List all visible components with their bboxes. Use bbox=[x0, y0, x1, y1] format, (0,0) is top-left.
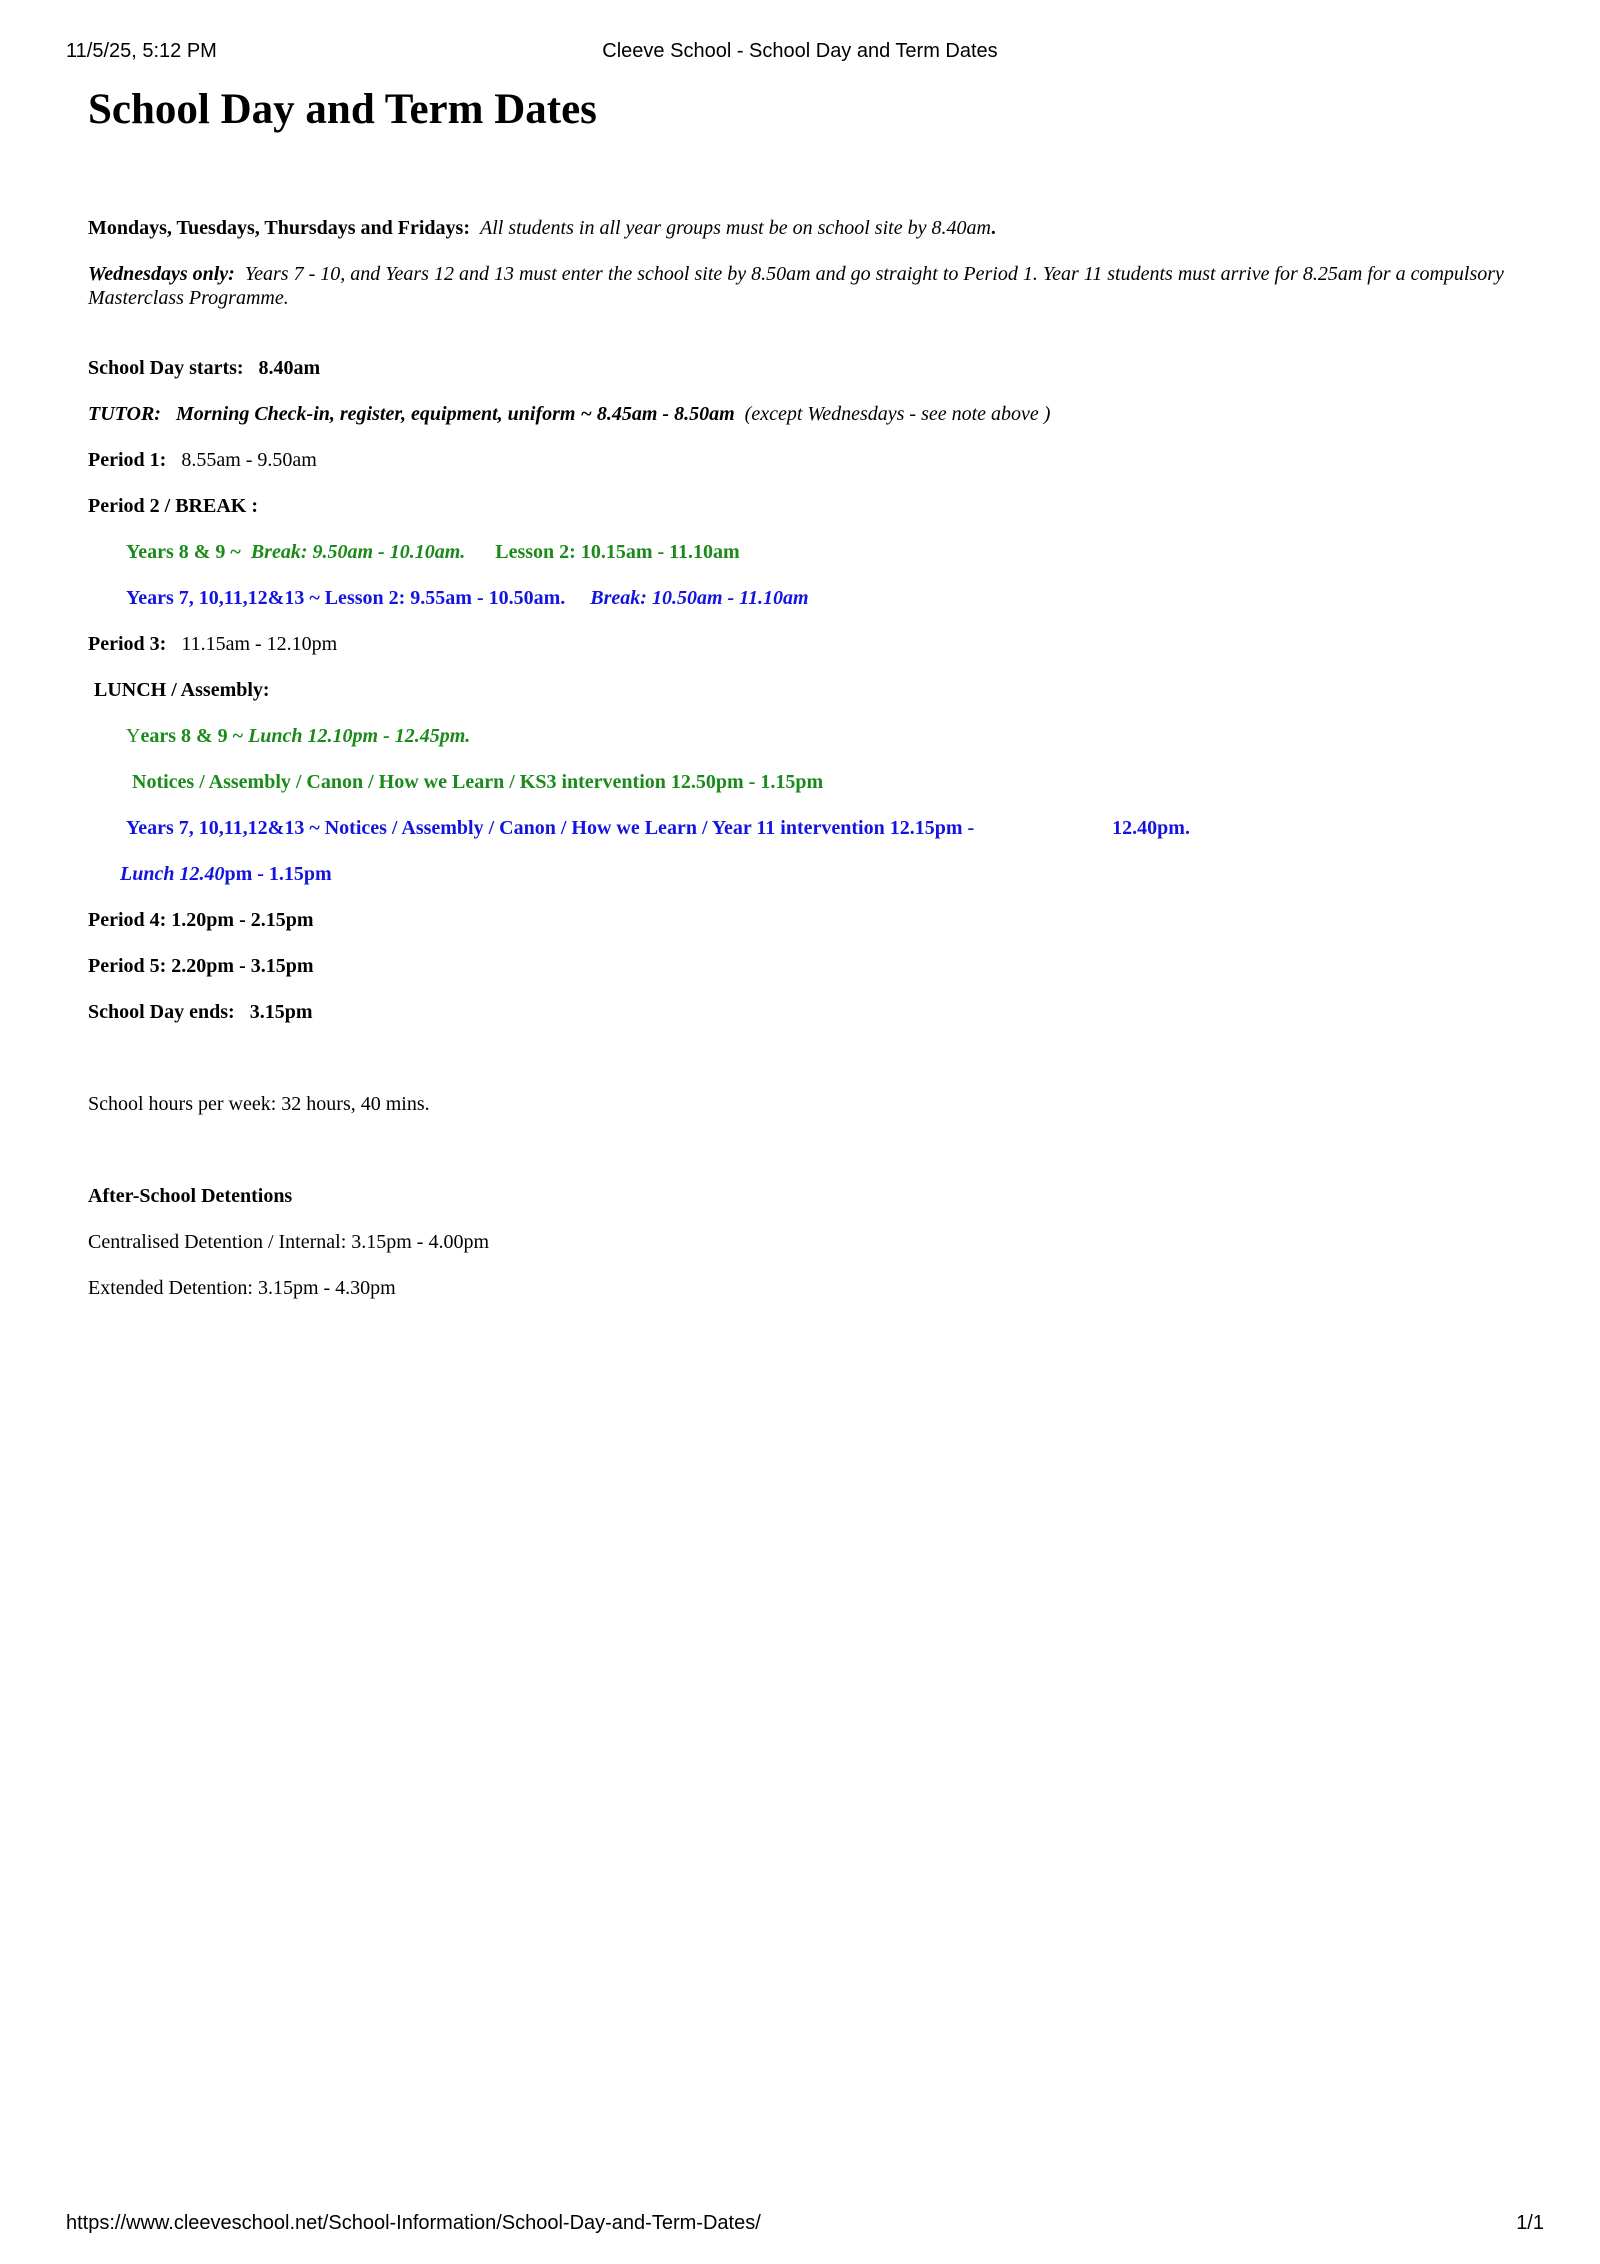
print-header bbox=[0, 40, 1600, 70]
y7-lunch-italic: Lunch 12.40 bbox=[120, 862, 225, 885]
weekdays-end: . bbox=[990, 216, 996, 239]
page-title: School Day and Term Dates bbox=[88, 86, 597, 133]
wednesdays-label: Wednesdays only: bbox=[88, 262, 235, 285]
detentions-heading: After-School Detentions bbox=[88, 1184, 293, 1207]
period-5: Period 5: 2.20pm - 3.15pm bbox=[88, 954, 314, 977]
y89-lunch-prefix: Y bbox=[126, 724, 141, 747]
weekdays-text: All students in all year groups must be on school site by 8.40am bbox=[480, 216, 991, 239]
y89-lesson: Lesson 2: 10.15am - 11.10am bbox=[495, 540, 740, 563]
print-footer bbox=[0, 2212, 1600, 2242]
y89-notices: Notices / Assembly / Canon / How we Learn / KS3 intervention 12.50pm - 1.15pm bbox=[132, 770, 824, 793]
wednesdays-text: Years 7 - 10, and Years 12 and 13 must enter the school site by 8.50am and go straight to Period 1. Year 11 students must arrive for 8.25am for a compulsory Masterclass Programme. bbox=[88, 262, 1504, 309]
period-1-value: 8.55am - 9.50am bbox=[181, 448, 317, 471]
period-4: Period 4: 1.20pm - 2.15pm bbox=[88, 908, 314, 931]
day-starts-label: School Day starts: bbox=[88, 356, 244, 379]
period-2-label: Period 2 / BREAK : bbox=[88, 494, 258, 517]
y7-lunch-rest: pm - 1.15pm bbox=[224, 862, 332, 885]
y89-lunch-label: ears 8 & 9 ~ bbox=[140, 724, 244, 747]
print-datetime: 11/5/25, 5:12 PM bbox=[66, 40, 217, 62]
period-1-label: Period 1: bbox=[88, 448, 167, 471]
period-3-label: Period 3: bbox=[88, 632, 167, 655]
lunch-years-7-13 bbox=[88, 816, 1528, 840]
day-ends-value: 3.15pm bbox=[249, 1000, 313, 1023]
hours-per-week: School hours per week: 32 hours, 40 mins. bbox=[88, 1092, 430, 1115]
day-ends bbox=[88, 1000, 1528, 1024]
detention-extended: Extended Detention: 3.15pm - 4.30pm bbox=[88, 1276, 396, 1299]
day-starts bbox=[88, 356, 1528, 380]
print-page-number: 1/1 bbox=[1516, 2212, 1544, 2234]
print-page-title: Cleeve School - School Day and Term Dates bbox=[602, 40, 998, 62]
day-ends-label: School Day ends: bbox=[88, 1000, 235, 1023]
y7-lunch bbox=[88, 862, 1528, 886]
lunch-label: LUNCH / Assembly: bbox=[94, 678, 270, 701]
y89-lunch-time: Lunch 12.10pm - 12.45pm. bbox=[248, 724, 471, 747]
lunch-years-8-9 bbox=[88, 724, 1528, 748]
detention-centralised: Centralised Detention / Internal: 3.15pm - 4.00pm bbox=[88, 1230, 490, 1253]
period-2-years-8-9 bbox=[88, 540, 1528, 564]
weekdays-note bbox=[88, 216, 1528, 240]
y7-label: Years 7, 10,11,12&13 ~ Lesson 2: 9.55am - 10.50am. bbox=[126, 586, 566, 609]
y7-notices-end: 12.40pm. bbox=[1112, 816, 1190, 839]
period-2-years-7-13 bbox=[88, 586, 1528, 610]
period-3 bbox=[88, 632, 1528, 656]
tutor-label: TUTOR: bbox=[88, 402, 161, 425]
y7-notices: Years 7, 10,11,12&13 ~ Notices / Assembly / Canon / How we Learn / Year 11 intervention 12.15pm - bbox=[126, 816, 975, 839]
weekdays-label: Mondays, Tuesdays, Thursdays and Fridays: bbox=[88, 216, 470, 239]
document-content bbox=[88, 84, 1528, 1322]
tutor-text: Morning Check-in, register, equipment, uniform ~ 8.45am - 8.50am bbox=[175, 402, 735, 425]
day-starts-value: 8.40am bbox=[258, 356, 321, 379]
tutor-note: (except Wednesdays - see note above ) bbox=[744, 402, 1051, 425]
y7-break: Break: 10.50am - 11.10am bbox=[590, 586, 809, 609]
wednesdays-note bbox=[88, 262, 1528, 310]
period-3-value: 11.15am - 12.10pm bbox=[181, 632, 338, 655]
tutor-time bbox=[88, 402, 1528, 426]
print-url: https://www.cleeveschool.net/School-Information/School-Day-and-Term-Dates/ bbox=[66, 2212, 761, 2234]
y89-break: Break: 9.50am - 10.10am. bbox=[250, 540, 466, 563]
y89-label: Years 8 & 9 ~ bbox=[126, 540, 241, 563]
period-1 bbox=[88, 448, 1528, 472]
